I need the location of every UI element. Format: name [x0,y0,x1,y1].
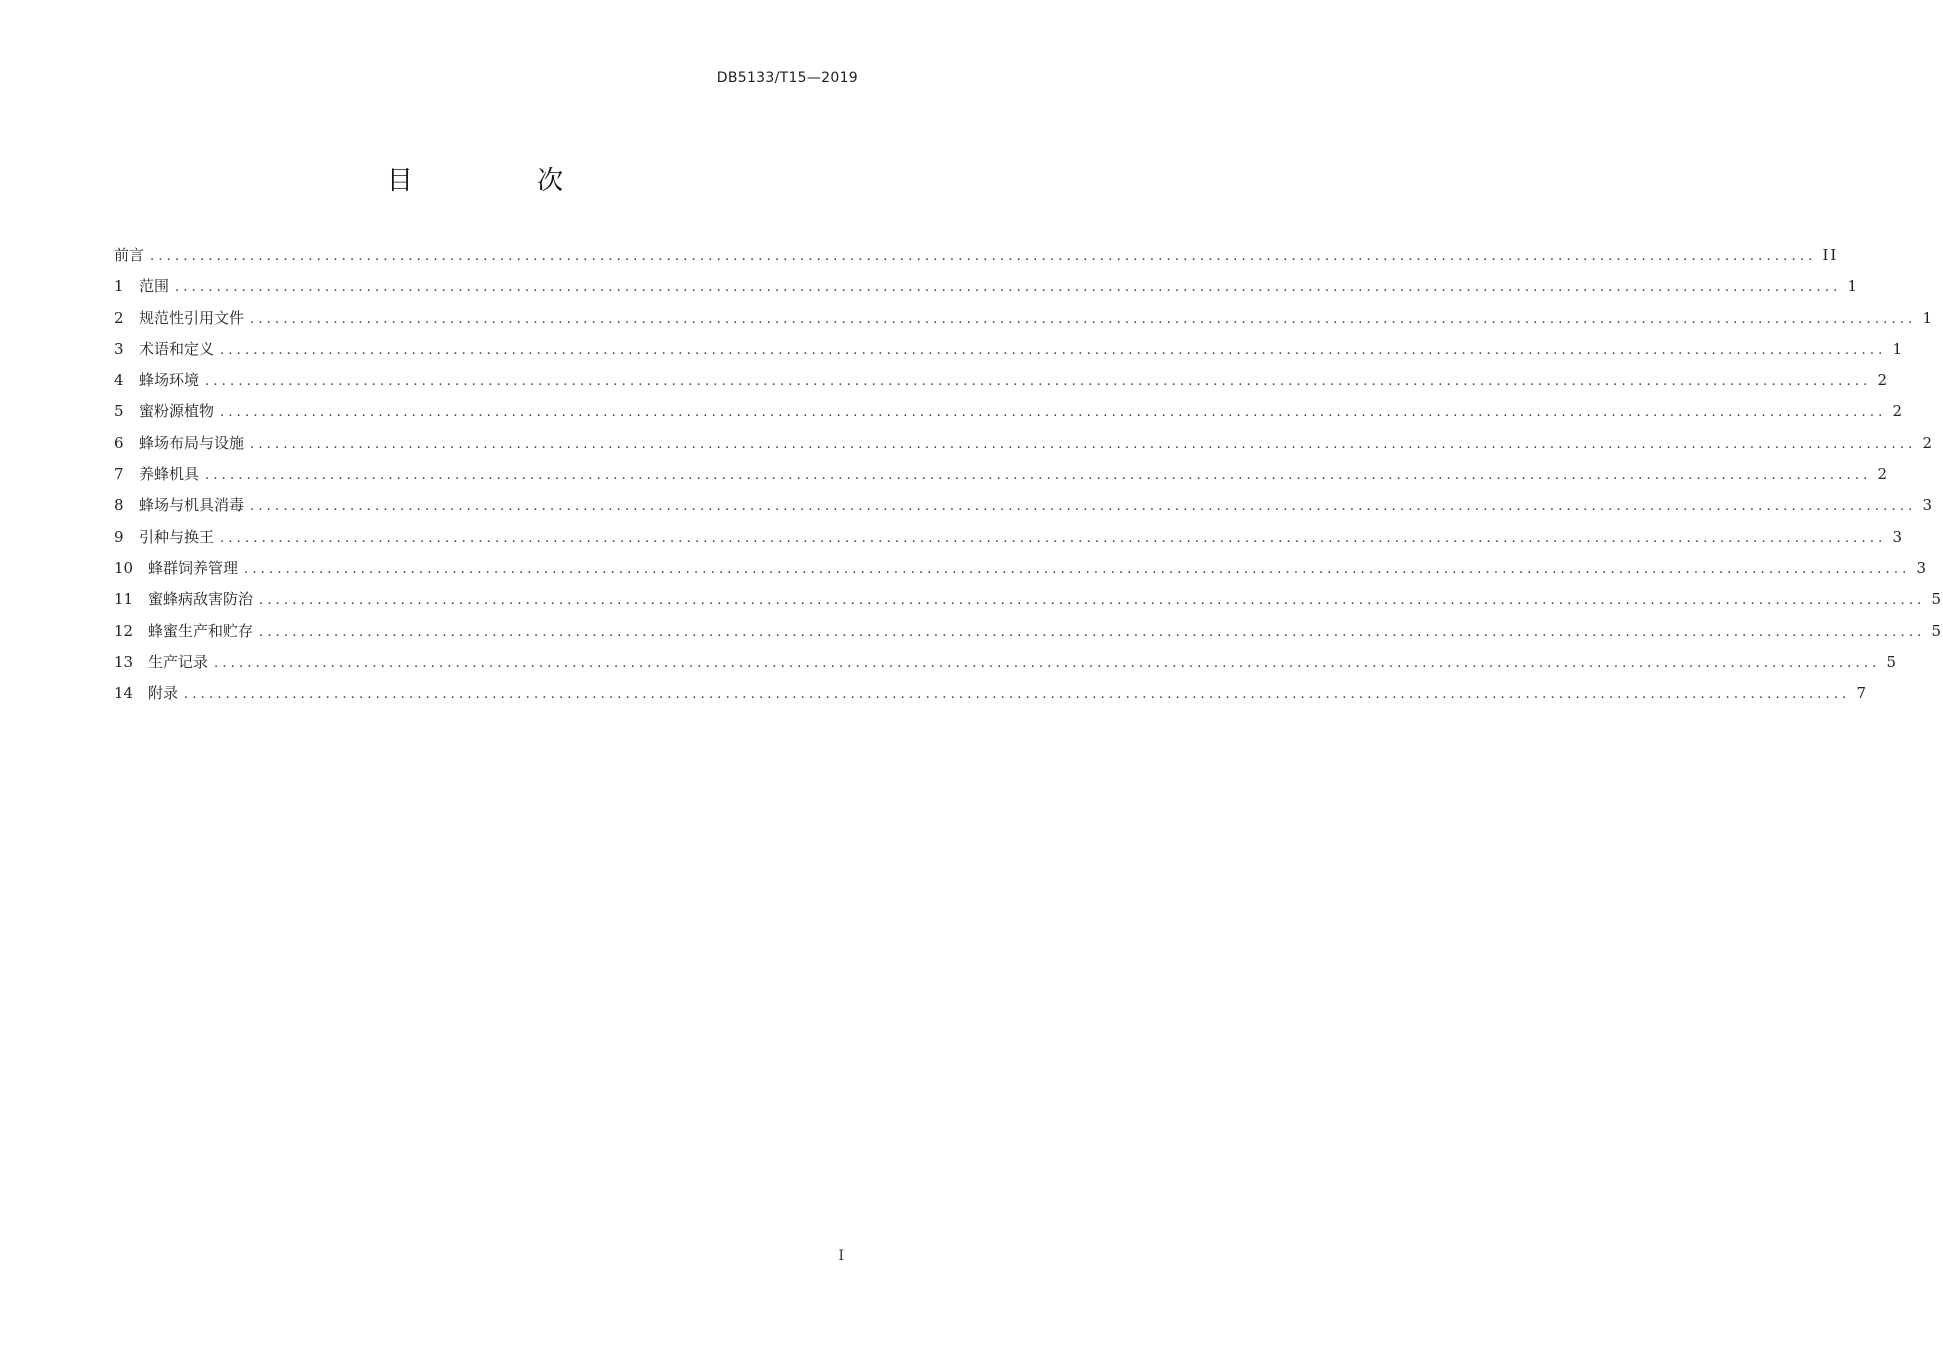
toc-entry-label: 附录 [148,684,179,703]
toc-entry-label: 蜂群饲养管理 [148,558,239,577]
toc-entry-label: 蜜粉源植物 [139,402,215,421]
toc-entry-number: 13 [114,652,134,671]
toc-entry-preface[interactable] [114,240,1839,271]
toc-entry[interactable] [114,303,1935,334]
toc-entry-page: II [1822,246,1839,264]
toc-entry-page: 1 [1847,277,1860,296]
toc-entry-number: 7 [114,465,124,484]
toc-entry-label: 蜂场与机具消毒 [139,496,245,515]
toc-entry-label: 引种与换王 [139,527,215,546]
toc-entry[interactable] [114,553,1929,584]
toc-leader-dots: ........................................................................................................................................................................................................ [184,687,1851,703]
toc-entry-number: 8 [114,496,124,515]
toc-entry-number: 5 [114,402,124,421]
toc-entry[interactable] [114,396,1905,427]
toc-entry[interactable] [114,490,1935,521]
toc-entry-number: 1 [114,277,124,296]
toc-entry[interactable] [114,678,1869,709]
toc-entry[interactable] [114,522,1905,553]
toc-entry-page: 5 [1886,652,1899,671]
toc-entry-page: 3 [1922,496,1935,515]
table-of-contents [114,240,1943,709]
toc-entry[interactable] [114,365,1890,396]
toc-entry-page: 2 [1892,402,1905,421]
footer-page-number: I [838,1248,844,1264]
toc-entry-page: 2 [1877,465,1890,484]
toc-entry-label: 规范性引用文件 [139,308,245,327]
toc-leader-dots: ........................................................................................................................................................................................................ [259,593,1926,609]
toc-entry[interactable] [114,584,1943,615]
toc-entry-page: 3 [1916,558,1929,577]
toc-entry-number: 14 [114,684,134,703]
toc-leader-dots: ........................................................................................................................................................................................................ [250,311,1917,327]
toc-leader-dots: ........................................................................................................................................................................................................ [175,280,1842,296]
toc-entry-label: 蜂场布局与设施 [139,433,245,452]
toc-leader-dots: ........................................................................................................................................................................................................ [205,374,1872,390]
toc-entry-page: 5 [1931,590,1943,609]
toc-entry-label: 蜂蜜生产和贮存 [148,621,254,640]
toc-leader-dots: ........................................................................................................................................................................................................ [250,499,1917,515]
toc-entry[interactable] [114,459,1890,490]
toc-entry-label: 养蜂机具 [139,465,200,484]
toc-entry-label: 蜂场环境 [139,371,200,390]
toc-entry-page: 7 [1856,684,1869,703]
toc-entry-label: 生产记录 [148,652,209,671]
toc-entry-label: 前言 [114,246,145,264]
toc-entry-page: 3 [1892,527,1905,546]
toc-entry[interactable] [114,647,1899,678]
toc-entry[interactable] [114,428,1935,459]
toc-entry-label: 蜜蜂病敌害防治 [148,590,254,609]
toc-entry-label: 术语和定义 [139,339,215,358]
toc-entry-number: 10 [114,558,134,577]
toc-entry-number: 4 [114,371,124,390]
toc-entry-page: 1 [1922,308,1935,327]
toc-leader-dots: ........................................................................................................................................................................................................ [220,405,1887,421]
toc-entry-page: 2 [1922,433,1935,452]
toc-entry-number: 12 [114,621,134,640]
toc-entry-page: 2 [1877,371,1890,390]
toc-entry-number: 6 [114,433,124,452]
toc-entry[interactable] [114,334,1905,365]
toc-entry-number: 3 [114,339,124,358]
toc-leader-dots: ........................................................................................................................................................................................................ [150,249,1817,264]
toc-entry-number: 2 [114,308,124,327]
toc-entry-page: 5 [1931,621,1943,640]
toc-leader-dots: ........................................................................................................................................................................................................ [205,468,1872,484]
toc-entry-number: 11 [114,590,134,609]
toc-leader-dots: ........................................................................................................................................................................................................ [214,655,1881,671]
toc-entry[interactable] [114,616,1943,647]
toc-leader-dots: ........................................................................................................................................................................................................ [250,436,1917,452]
toc-leader-dots: ........................................................................................................................................................................................................ [244,561,1911,577]
toc-leader-dots: ........................................................................................................................................................................................................ [220,530,1887,546]
toc-entry-label: 范围 [139,277,170,296]
toc-leader-dots: ........................................................................................................................................................................................................ [259,624,1926,640]
toc-entry[interactable] [114,271,1860,302]
page-title: 目 次 [386,166,622,196]
document-code: DB5133/T15—2019 [716,70,858,86]
toc-entry-number: 9 [114,527,124,546]
toc-entry-page: 1 [1892,339,1905,358]
toc-leader-dots: ........................................................................................................................................................................................................ [220,342,1887,358]
